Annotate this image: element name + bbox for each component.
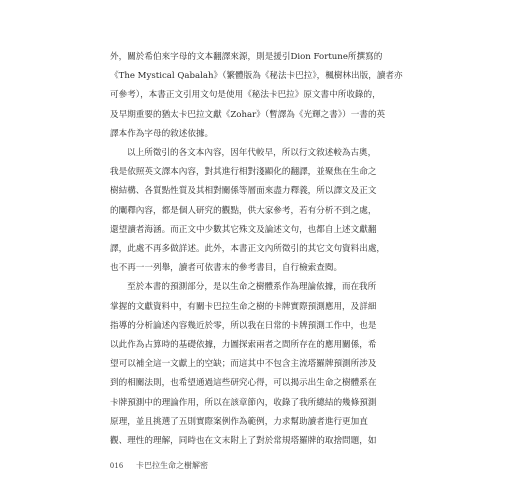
paragraph-3 bbox=[110, 278, 410, 451]
text-line: 掌握的文獻資料中，有關卡巴拉生命之樹的卡牌實際預測應用，及詳細 bbox=[110, 301, 377, 312]
text-line: 到的相關法則，也希望通過這些研究心得，可以揭示出生命之樹體系在 bbox=[110, 378, 377, 389]
text-line: 我是依照英文譯本內容，對其進行相對淺顯化的翻譯，並聚焦在生命之 bbox=[110, 167, 377, 178]
text-line: 以此作為占算時的基礎依據，力圖探索兩者之間所存在的應用關係，希 bbox=[110, 340, 377, 351]
text-line: 譯本作為字母的敘述依據。 bbox=[110, 128, 214, 139]
text-line: 也不再一一列舉，讀者可依書末的參考書目，自行檢索查閱。 bbox=[110, 263, 343, 274]
text-line: 至於本書的預測部分，是以生命之樹體系作為理論依據，而在我所 bbox=[127, 282, 377, 293]
text-line: 原理，並且挑選了五則實際案例作為範例，力求幫助讀者進行更加直 bbox=[110, 416, 368, 427]
text-line: 可參考），本書正文引用文句是使用《秘法卡巴拉》原文書中所收錄的， bbox=[110, 90, 381, 101]
body-text bbox=[110, 48, 410, 451]
text-line: 及早期重要的猶太卡巴拉文獻《Zohar》（暫譯為《光輝之書》）一書的英 bbox=[110, 109, 386, 120]
text-line: 卡牌預測中的理論作用，所以在該章節內，收錄了我所總結的幾條預測 bbox=[110, 397, 377, 408]
text-line: 樹結構、各質點性質及其相對關係等層面來盡力釋義，所以譯文及正文 bbox=[110, 186, 377, 197]
text-line: 《The Mystical Qabalah》（繁體版為《秘法卡巴拉》，楓樹林出版，讀者亦 bbox=[110, 71, 403, 82]
paragraph-1 bbox=[110, 48, 410, 144]
paragraph-2 bbox=[110, 144, 410, 278]
text-line: 觀、理性的理解，同時也在文末附上了對於常規塔羅牌的取捨問題，如 bbox=[110, 436, 377, 447]
text-line: 的闡釋內容，都是個人研究的觀點，供大家參考，若有分析不到之處， bbox=[110, 205, 377, 216]
text-line: 譯，此處不再多做詳述。此外，本書正文內所徵引的其它文句資料出處， bbox=[110, 244, 386, 255]
text-line: 以上所徵引的各文本內容，因年代較早，所以行文敘述較為古奧， bbox=[127, 148, 377, 159]
text-line: 外，關於希伯來字母的文本翻譯來源，則是援引Dion Fortune所撰寫的 bbox=[110, 52, 383, 62]
page-footer bbox=[110, 460, 208, 471]
running-title: 卡巴拉生命之樹解密 bbox=[136, 461, 209, 470]
text-line: 指導的分析論述內容幾近於零，所以我在日常的卡牌預測工作中，也是 bbox=[110, 320, 377, 331]
text-line: 還望讀者海涵。而正文中少數其它殊文及論述文句，也都自上述文獻翻 bbox=[110, 224, 377, 235]
page-number: 016 bbox=[110, 461, 124, 470]
text-line: 望可以補全這一文獻上的空缺；而這其中不包含主流塔羅牌預測所涉及 bbox=[110, 359, 377, 370]
